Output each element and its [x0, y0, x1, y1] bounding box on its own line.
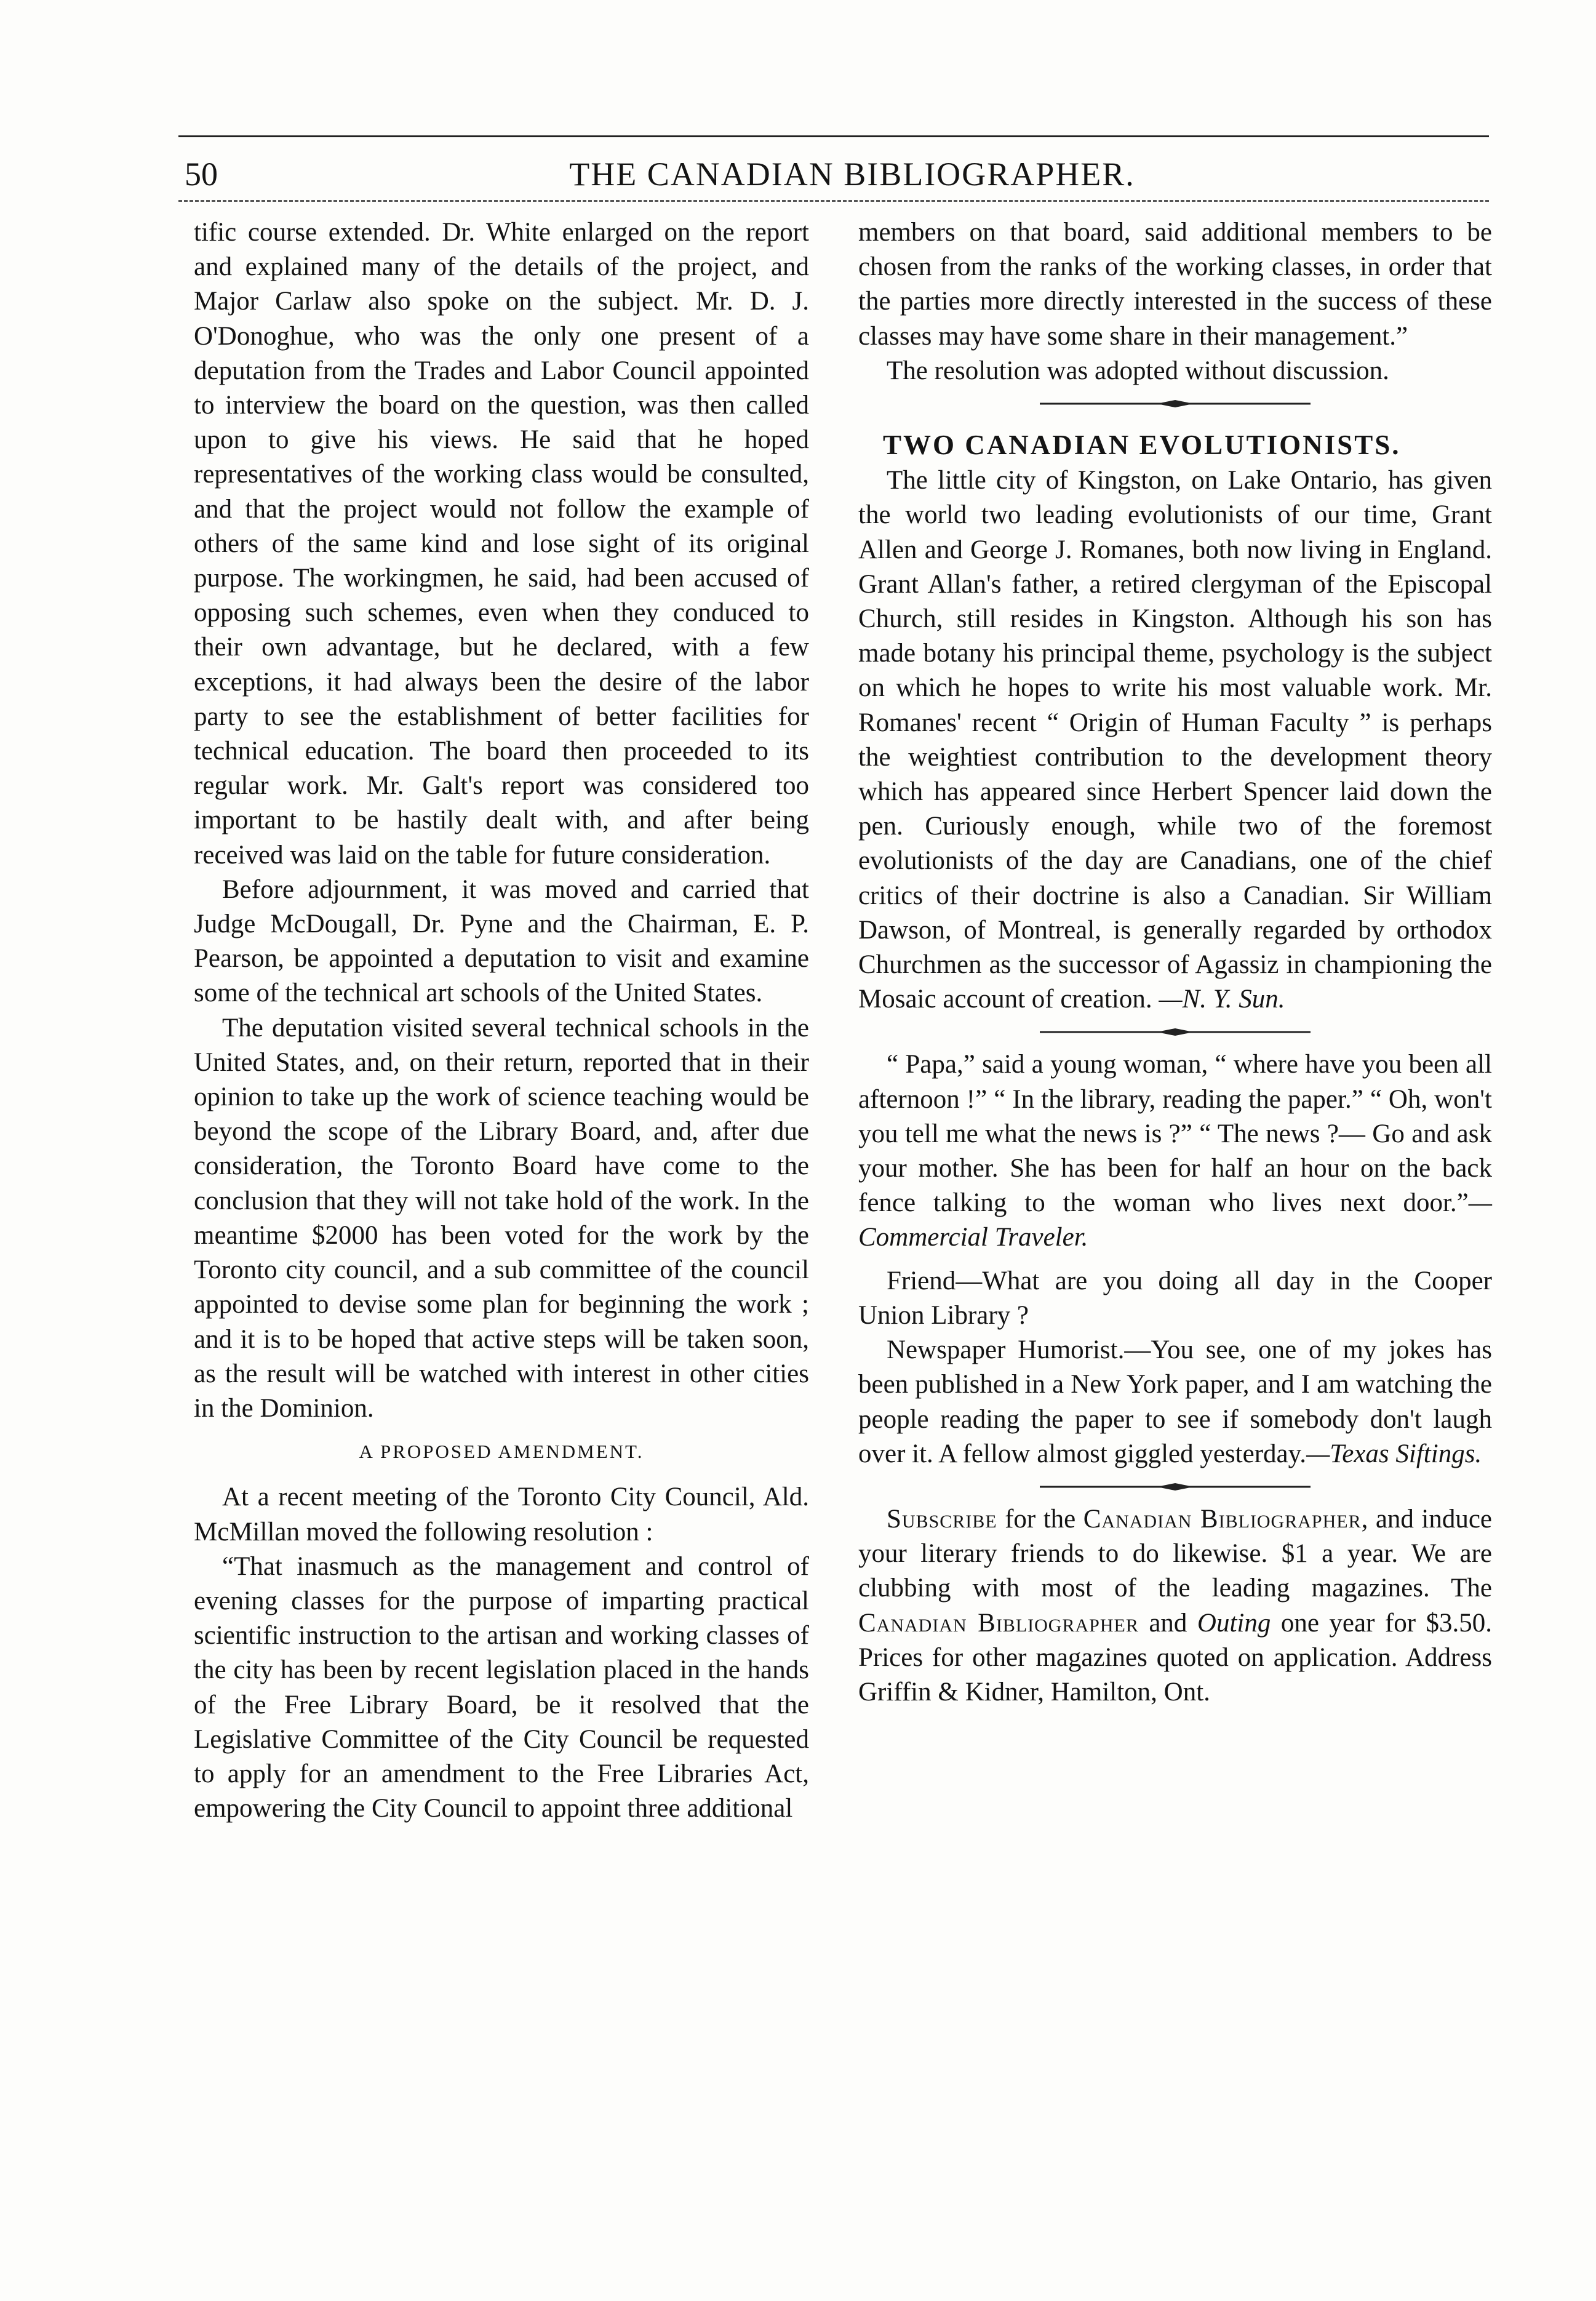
subscribe-text-b: , and induce your literary friends to do likewise. $1 a year. We are clubbing with most of the leading magazines. The	[858, 1504, 1493, 1603]
papa-text: “ Papa,” said a young woman, “ where have you been all afternoon !” “ In the library, reading the paper.” “ Oh, won't you tell me what the news is ?” “ The news ?— Go and ask your mother. She has been for half an hour on the back fence talking to the woman who lives next door.”	[858, 1050, 1492, 1218]
right-paragraph-5: Friend—What are you doing all day in the Cooper Union Library ?	[858, 1266, 1492, 1330]
ornament-rule-icon	[1040, 1482, 1311, 1492]
ornament-rule-icon	[1040, 1027, 1311, 1037]
publication-name-2: Canadian Bibliographer	[858, 1608, 1139, 1638]
ornament-separator	[858, 1017, 1492, 1047]
left-paragraph-3: The deputation visited several technical schools in the United States, and, on their return, reported that in their opinion to take up the work of science teaching would be beyond the scope of the Library Board, and, after due consideration, the Toronto Board have come to the conclusion that they will not take hold of the work. In the meantime $2000 has been voted for the work by the Toronto city council, and a sub committee of the council appointed to devise some plan for beginning the work ; and it is to be hoped that active steps will be taken soon, as the result will be watched with interest in other cities in the Dominion.	[194, 1013, 809, 1423]
page-number: 50	[185, 156, 218, 193]
right-paragraph-6	[858, 1333, 1492, 1471]
right-paragraph-1: members on that board, said additional members to be chosen from the ranks of the working classes, in order that the parties more directly interested in the success of these classes may have some share in their management.”	[858, 218, 1492, 351]
ornament-rule-icon	[1040, 399, 1311, 409]
magazine-outing: Outing	[1197, 1608, 1271, 1638]
left-paragraph-1: tific course extended. Dr. White enlarged on the report and explained many of the details of the project, and Major Carlaw also spoke on the subject. Mr. D. J. O'Donoghue, who was the only one present of a deputation from the Trades and Labor Council appointed to interview the board on the question, was then called upon to give his views. He said that he hoped representatives of the working class would be consulted, and that the project would not follow the example of others of the same kind and lose sight of its original purpose. The workingmen, he said, had been accused of opposing such schemes, even when they conduced to their own advantage, but he declared, with a few exceptions, it had always been the desire of the labor party to see the establishment of better facilities for technical education. The board then proceeded to its regular work. Mr. Galt's report was considered too important to be hastily dealt with, and after being received was laid on the table for future consideration.	[194, 218, 809, 870]
running-title: THE CANADIAN BIBLIOGRAPHER.	[569, 156, 1135, 193]
right-paragraph-3	[858, 463, 1492, 1017]
left-paragraph-2: Before adjournment, it was moved and carried that Judge McDougall, Dr. Pyne and the Chairman, E. P. Pearson, be appointed a deputation to visit and examine some of the technical art schools of the United States.	[194, 874, 809, 1008]
subscribe-text-d: one year for $3.50. Prices for other magazines quoted on application. Address Griffin & Kidner, Hamilton, Ont.	[858, 1608, 1493, 1707]
humorist-text: Newspaper Humorist.—You see, one of my jokes has been published in a New York paper, and I am watching the people reading the paper to see if somebody don't laugh over it. A fellow almost giggled yesterday.	[858, 1335, 1492, 1468]
subscribe-text-a: for the	[997, 1504, 1083, 1534]
right-paragraph-4	[858, 1047, 1492, 1255]
ornament-separator	[858, 1471, 1492, 1502]
left-paragraph-4: At a recent meeting of the Toronto City Council, Ald. McMillan moved the following resolution :	[194, 1483, 809, 1547]
section-heading-evolutionists: TWO CANADIAN EVOLUTIONISTS.	[883, 430, 1401, 461]
right-column	[858, 215, 1492, 1710]
page-header	[185, 143, 1483, 198]
subscribe-paragraph	[858, 1502, 1492, 1710]
left-paragraph-5: “That inasmuch as the management and control of evening classes for the purpose of imparting practical scientific instruction to the artisan and working classes of the city has been by recent legislation placed in the hands of the Free Library Board, be it resolved that the Legislative Committee of the City Council be requested to apply for an amendment to the Free Libraries Act, empowering the City Council to appoint three additional	[194, 1551, 809, 1823]
section-heading-proposed-amendment: A PROPOSED AMENDMENT.	[359, 1441, 644, 1463]
attribution-texas-siftings: —Texas Siftings.	[1306, 1439, 1482, 1468]
publication-name-1: Canadian Bibliographer	[1083, 1504, 1362, 1534]
subscribe-text-c: and	[1138, 1608, 1197, 1638]
evolutionists-text: The little city of Kingston, on Lake Ontario, has given the world two leading evolutionists of our time, Grant Allen and George J. Romanes, both now living in England. Grant Allan's father, a retired clergyman of the Episcopal Church, still resides in Kingston. Although his son has made botany his principal theme, psychology is the subject on which he hopes to write his most valuable work. Mr. Romanes' recent “ Origin of Human Faculty ” is perhaps the weightiest contribution to the development theory which has appeared since Herbert Spencer laid down the pen. Curiously enough, while two of the foremost evolutionists of the day are Canadians, one of the chief critics of their doctrine is also a Canadian. Sir William Dawson, of Montreal, is generally regarded by orthodox Churchmen as the successor of Agassiz in championing the Mosaic account of creation.	[858, 466, 1492, 1014]
left-column	[194, 215, 809, 1826]
header-bottom-rule	[178, 200, 1489, 202]
subscribe-lead: Subscribe	[887, 1504, 997, 1534]
header-top-rule	[178, 135, 1489, 137]
attribution-commercial-traveler: —Commercial Traveler.	[858, 1188, 1492, 1252]
ornament-separator	[858, 388, 1492, 419]
attribution-ny-sun: —N. Y. Sun.	[1159, 985, 1285, 1014]
right-paragraph-2: The resolution was adopted without discussion.	[887, 356, 1389, 385]
